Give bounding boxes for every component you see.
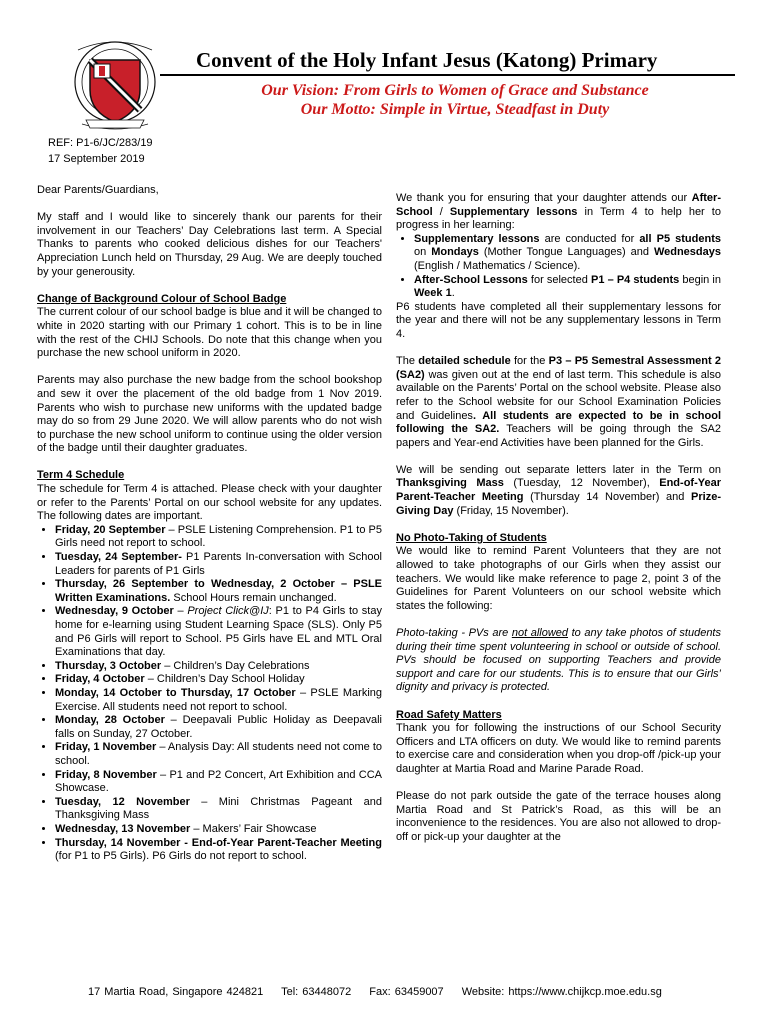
schedule-item: • Friday, 4 October – Children’s Day School Holiday [55, 673, 382, 687]
schedule-item: • Thursday, 14 November - End-of-Year Parent-Teacher Meeting (for P1 to P5 Girls). P6 Girls do not report to school. [55, 837, 382, 864]
footer [88, 986, 676, 998]
photo-heading: No Photo-Taking of Students [396, 531, 547, 544]
footer-tel: Tel: 63448072 [281, 986, 352, 998]
letter-date: 17 September 2019 [48, 153, 145, 165]
schedule-item: • Wednesday, 9 October – Project Click@IJ: P1 to P4 Girls to stay home for e-learning using Student Learning Space (SLS). Only P5 and P6 Girls will report to School. P5 Girls have EL and MTL Oral Examinations that day. [55, 605, 382, 659]
salutation: Dear Parents/Guardians, [37, 184, 159, 196]
badge-paragraph-2: Parents may also purchase the new badge from the school bookshop and sew it over the placement of the old badge from 1 Nov 2019. Parents who wish to purchase new uniforms with the updated badge may do so from 29 June 2020. We will allow parents who do not wish to purchase the new school uniform to continue using the older version of the badge until their daughter graduates. [37, 374, 382, 455]
photo-paragraph: We would like to remind Parent Volunteers that they are not allowed to take photographs of our Girls when they assist our teachers. We would like make reference to page 2, point 3 of the Guidelines for Parent Volunteers on our school website which states the following: [396, 545, 721, 612]
road-safety-paragraph-2: Please do not park outside the gate of the terrace houses along Martia Road and St Patrick’s Road, as this will be an inconvenience to the residences. You are also not allowed to drop-off or pick-up your daughter at the [396, 790, 721, 843]
after-school-intro: We thank you for ensuring that your daughter attends our After-School / Supplementary lessons in Term 4 to help her to progress in her learning: [396, 192, 721, 232]
schedule-item: • Monday, 28 October – Deepavali Public Holiday as Deepavali falls on Sunday, 27 October. [55, 714, 382, 741]
letters-paragraph: We will be sending out separate letters later in the Term on Thanksgiving Mass (Tuesday, 12 November), End-of-Year Parent-Teacher Meeting (Thursday 14 November) and Prize-Giving Day (Friday, 15 November). [396, 463, 721, 517]
school-motto: Our Motto: Simple in Virtue, Steadfast in Duty [300, 101, 610, 118]
thanks-paragraph: My staff and I would like to sincerely thank our parents for their involvement in our Teachers’ Day Celebrations last term. A Special Thanks to parents who cooked delicious dishes for our Teachers' Appreciation Lunch held on Thursday, 29 Aug. We are deeply touched by your generousity. [37, 211, 382, 278]
schedule-item: • Tuesday, 12 November – Mini Christmas Pageant and Thanksgiving Mass [55, 796, 382, 823]
schedule-list [37, 524, 382, 864]
sa2-paragraph: The detailed schedule for the P3 – P5 Semestral Assessment 2 (SA2) was given out at the end of last term. This schedule is also available on the Parents’ Portal on the school website. Please also refer to the School website for our School Examination Policies and Guidelines. All students are expected to be in school following the SA2. Teachers will be going through the SA2 papers and Year-end Activities have been planned for the Girls. [396, 355, 722, 449]
school-vision: Our Vision: From Girls to Women of Grace and Substance [261, 82, 649, 99]
term4-heading: Term 4 Schedule [37, 469, 125, 482]
p6-note: P6 students have completed all their supplementary lessons for the year and there will not be any supplementary lessons in Term 4. [396, 300, 721, 340]
road-safety-paragraph-1: Thank you for following the instructions of our School Security Officers and LTA officers on duty. We would like to remind parents to exercise care and consideration when you drop-off /pick-up your daughter at Martia Road and Marine Parade Road. [396, 722, 721, 775]
schedule-item: • Tuesday, 24 September- P1 Parents In-conversation with School Leaders for parents of P1 Girls [55, 551, 382, 578]
schedule-item: • Friday, 20 September – PSLE Listening Comprehension. P1 to P5 Girls need not report to school. [55, 524, 382, 551]
lessons-item: • After-School Lessons for selected P1 – P4 students begin in Week 1. [414, 274, 721, 301]
road-safety-heading: Road Safety Matters [396, 708, 502, 721]
schedule-item: • Wednesday, 13 November – Makers’ Fair Showcase [55, 823, 382, 837]
left-column [37, 184, 382, 864]
lessons-item: • Supplementary lessons are conducted for all P5 students on Mondays (Mother Tongue Languages) and Wednesdays (English / Mathematics / Science). [414, 233, 721, 274]
header-divider [160, 74, 735, 76]
school-name: Convent of the Holy Infant Jesus (Katong) Primary [196, 48, 658, 72]
footer-fax: Fax: 63459007 [369, 986, 444, 998]
school-crest-logo [72, 38, 158, 134]
schedule-item: • Friday, 8 November – P1 and P2 Concert, Art Exhibition and CCA Showcase. [55, 769, 382, 796]
term4-intro: The schedule for Term 4 is attached. Please check with your daughter or refer to the Parents’ Portal on our school website for any updates. The following dates are important. [37, 483, 382, 523]
footer-address: 17 Martia Road, Singapore 424821 [88, 986, 264, 998]
right-column [396, 192, 721, 858]
footer-website: Website: https://www.chijkcp.moe.edu.sg [461, 986, 662, 998]
schedule-item: • Thursday, 3 October – Children’s Day Celebrations [55, 660, 382, 674]
badge-heading: Change of Background Colour of School Badge [37, 292, 287, 305]
schedule-item: • Friday, 1 November – Analysis Day: All students need not come to school. [55, 741, 382, 768]
photo-guideline-quote: Photo-taking - PVs are not allowed to any take photos of students during their time spent volunteering in school or outside of school. PVs should be focused on supporting Teachers and provide support and care for our students. This is to ensure that our Girls’ dignity and privacy is protected. [396, 627, 721, 694]
schedule-item: • Monday, 14 October to Thursday, 17 October – PSLE Marking Exercise. All students need not report to school. [55, 687, 382, 714]
reference-number: REF: P1-6/JC/283/19 [48, 137, 153, 149]
schedule-item: • Thursday, 26 September to Wednesday, 2 October – PSLE Written Examinations. School Hours remain unchanged. [55, 578, 382, 605]
lessons-list [396, 233, 721, 301]
badge-paragraph-1: The current colour of our school badge is blue and it will be changed to white in 2020 starting with our Primary 1 cohort. This is to be in line with the rest of the CHIJ Schools. Do note that this change when you purchase the new school uniform in 2020. [37, 306, 382, 360]
